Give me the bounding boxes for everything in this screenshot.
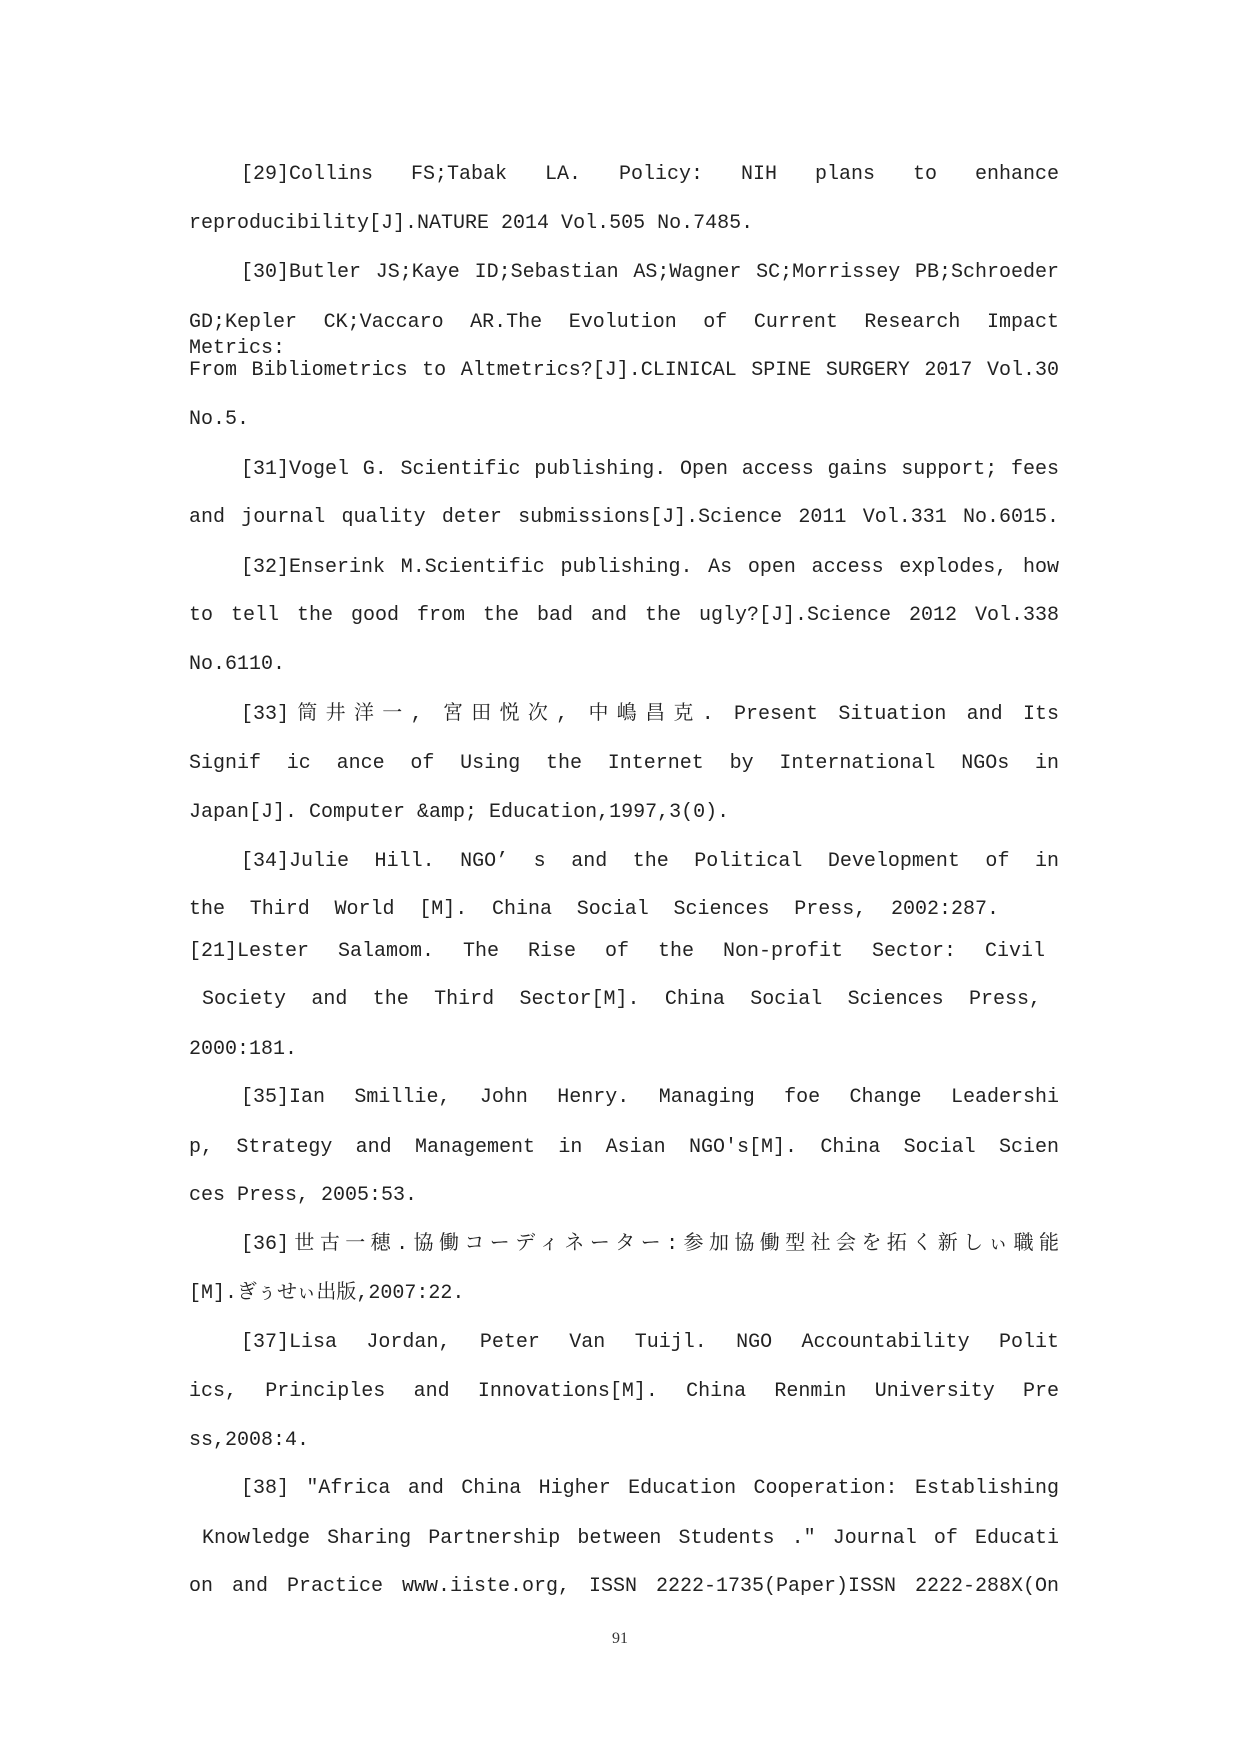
reference-38-line: Knowledge Sharing Partnership between Students .″ Journal of Educati (202, 1527, 1059, 1550)
reference-30-line: No.5. (189, 408, 250, 431)
reference-32-line: No.6110. (189, 653, 286, 676)
reference-35-line: [35]Ian Smillie, John Henry. Managing foe Change Leadershi (241, 1086, 1059, 1109)
reference-32-line: [32]Enserink M.Scientific publishing. As open access explodes, how (241, 556, 1059, 579)
reference-36-line: [36]世古一穂.協働コーディネーター:参加協働型社会を拓く新しぃ職能 (241, 1233, 1059, 1256)
reference-35-line: ces Press, 2005:53. (189, 1184, 418, 1207)
reference-34-line: [34]Julie Hill. NGO’ s and the Political Development of in (241, 850, 1059, 873)
reference-37-line: [37]Lisa Jordan, Peter Van Tuijl. NGO Accountability Polit (241, 1331, 1059, 1354)
reference-38-line: [38] ″Africa and China Higher Education Cooperation: Establishing (241, 1477, 1059, 1500)
reference-30-line: [30]Butler JS;Kaye ID;Sebastian AS;Wagner SC;Morrissey PB;Schroeder (241, 261, 1059, 284)
reference-21-line: [21]Lester Salamom. The Rise of the Non-profit Sector: Civil (189, 940, 1045, 963)
reference-34-line: the Third World [M]. China Social Sciences Press, 2002:287. (189, 898, 999, 921)
reference-21-line: 2000:181. (189, 1038, 298, 1061)
reference-33-line: [33]筒井洋一, 宮田悦次, 中嶋昌克. Present Situation and Its (241, 703, 1059, 726)
reference-30-line: GD;Kepler CK;Vaccaro AR.The Evolution of Current Research Impact Metrics: (189, 311, 1059, 360)
reference-37-line: ss,2008:4. (189, 1429, 310, 1452)
reference-36-line: [M].ぎぅせぃ出版,2007:22. (189, 1282, 465, 1305)
reference-29-line: [29]Collins FS;Tabak LA. Policy: NIH plans to enhance (241, 163, 1059, 186)
reference-31-line: and journal quality deter submissions[J].Science 2011 Vol.331 No.6015. (189, 506, 1059, 529)
reference-33-line: Signif ic ance of Using the Internet by International NGOs in (189, 752, 1059, 775)
reference-29-line: reproducibility[J].NATURE 2014 Vol.505 No.7485. (189, 212, 754, 235)
page-number: 91 (612, 1630, 628, 1647)
reference-35-line: p, Strategy and Management in Asian NGO's[M]. China Social Scien (189, 1136, 1059, 1159)
reference-33-line: Japan[J]. Computer &amp; Education,1997,3(0). (189, 801, 730, 824)
reference-37-line: ics, Principles and Innovations[M]. China Renmin University Pre (189, 1380, 1059, 1403)
reference-38-line: on and Practice www.iiste.org, ISSN 2222-1735(Paper)ISSN 2222-288X(On (189, 1575, 1059, 1598)
reference-21-line: Society and the Third Sector[M]. China Social Sciences Press, (202, 988, 1041, 1011)
reference-30-line: From Bibliometrics to Altmetrics?[J].CLINICAL SPINE SURGERY 2017 Vol.30 (189, 359, 1059, 382)
reference-32-line: to tell the good from the bad and the ugly?[J].Science 2012 Vol.338 (189, 604, 1059, 627)
reference-31-line: [31]Vogel G. Scientific publishing. Open access gains support; fees (241, 458, 1059, 481)
